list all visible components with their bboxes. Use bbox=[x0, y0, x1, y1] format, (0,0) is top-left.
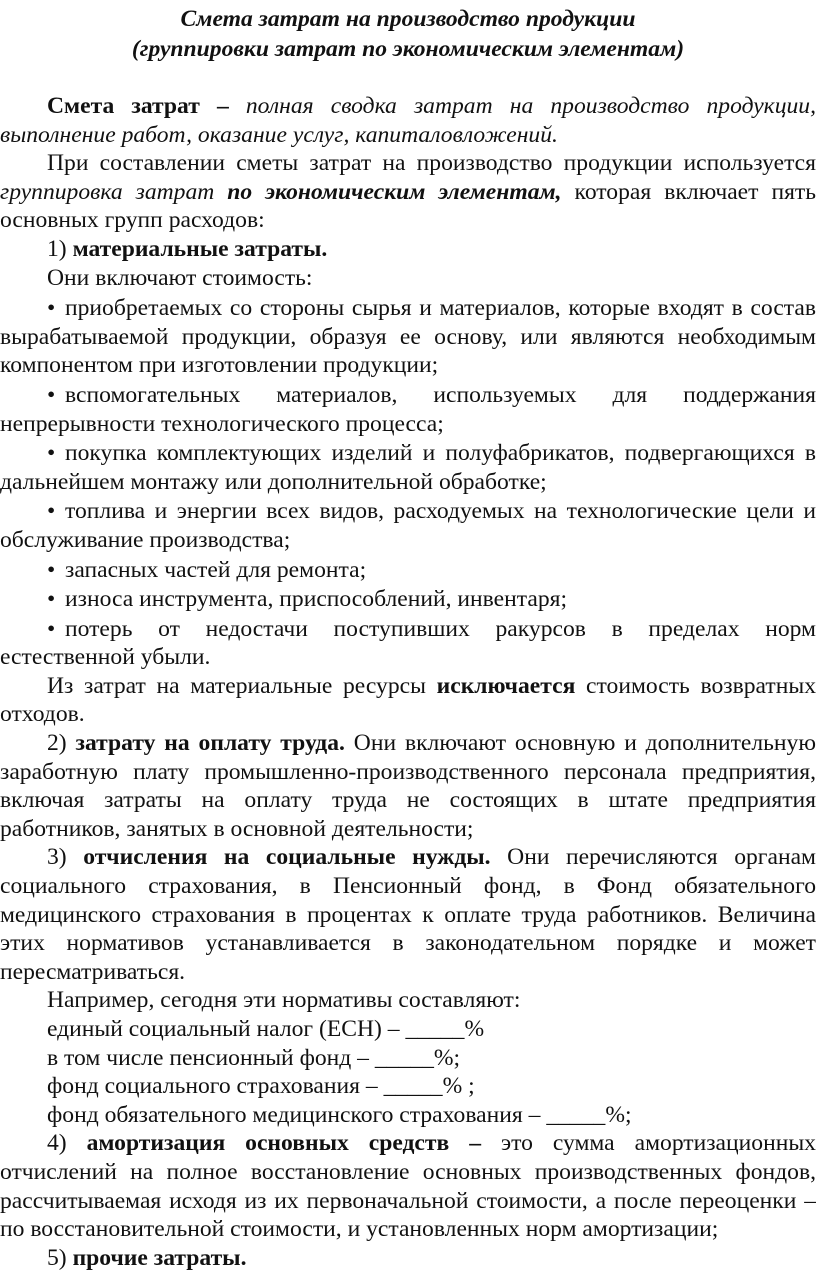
bullet-text: покупка комплектующих изделий и полуфабрикатов, подвергающихся в дальнейшем монтажу или дополнительной обработке; bbox=[0, 440, 816, 495]
section-4-text: это сумма амортизационных отчислений на полное восстановление основных производственных фондов, рассчитываемая исходя из их первоначальной стоимости, а после переоценки – по восстановительной стоимости, и установленных норм амортизации; bbox=[0, 1130, 816, 1243]
rate-line: в том числе пенсионный фонд – _____%; bbox=[47, 1044, 461, 1071]
bullet-icon: • bbox=[47, 295, 56, 322]
example-lead: Например, сегодня эти нормативы составляют: bbox=[47, 987, 521, 1014]
exclusion-part-1: Из затрат на материальные ресурсы bbox=[47, 672, 437, 699]
exclusion-part-2: стоимость возвратных отходов. bbox=[0, 672, 816, 728]
bullet-text: потерь от недостачи поступивших ракурсов в пределах норм естественной убыли. bbox=[0, 615, 816, 671]
bullet-item bbox=[0, 556, 816, 585]
bullet-text: износа инструмента, приспособлений, инвентаря; bbox=[65, 586, 568, 613]
bullet-item bbox=[0, 439, 816, 496]
section-1-title: материальные затраты. bbox=[72, 235, 328, 262]
section-3-text: Они перечисляются органам социального страхования, в Пенсионный фонд, в Фонд обязательного медицинского страхования в процентах к оплате труда работников. Величина этих нормативов устанавливается в законодательном порядке и может пересматриваться. bbox=[0, 844, 816, 985]
exclusion-paragraph bbox=[0, 672, 816, 729]
bullet-text: приобретаемых со стороны сырья и материалов, которые входят в состав вырабатываемой продукции, образуя ее основу, или являются необходимым компонентом при изготовлении продукции; bbox=[0, 295, 816, 379]
title-line-1: Смета затрат на производство продукции bbox=[180, 6, 636, 32]
section-2-title: затрату на оплату труда. bbox=[75, 730, 345, 757]
bullet-text: топлива и энергии всех видов, расходуемых на технологические цели и обслуживание производства; bbox=[0, 498, 816, 553]
bullet-item bbox=[0, 294, 816, 380]
section-1-number: 1) bbox=[47, 235, 73, 262]
section-5-title: прочие затраты. bbox=[72, 1244, 247, 1271]
document-page bbox=[0, 4, 816, 1272]
bullet-item bbox=[0, 381, 816, 438]
intro-bold-italic: по экономическим элементам, bbox=[214, 178, 562, 205]
bullet-icon: • bbox=[47, 615, 56, 642]
intro-part-1: При составлении сметы затрат на производство продукции используется bbox=[47, 150, 816, 177]
section-5-heading bbox=[0, 1244, 816, 1272]
section-4-title: амортизация основных средств – bbox=[86, 1130, 481, 1157]
bullet-icon: • bbox=[47, 586, 56, 613]
section-3-title: отчисления на социальные нужды. bbox=[83, 844, 491, 871]
rate-line: фонд обязательного медицинского страхования – _____%; bbox=[47, 1101, 632, 1128]
rate-line: единый социальный налог (ЕСН) – _____% bbox=[47, 1016, 485, 1042]
section-1-heading bbox=[0, 235, 816, 264]
section-3-number: 3) bbox=[47, 844, 84, 871]
bullet-icon: • bbox=[47, 556, 56, 583]
title-line-2: (группировки затрат по экономическим элементам) bbox=[131, 36, 685, 62]
rate-line: фонд социального страхования – _____% ; bbox=[47, 1073, 475, 1100]
bullet-item bbox=[0, 615, 816, 672]
section-2-text: Они включают основную и дополнительную заработную плату промышленно-производственного персонала предприятия, включая затраты на оплату труда не состоящих в штате предприятия работников, занятых в основной деятельности; bbox=[0, 730, 816, 842]
section-5-number: 5) bbox=[47, 1244, 73, 1271]
exclusion-bold: исключается bbox=[436, 672, 576, 699]
intro-italic: группировка затрат bbox=[0, 178, 215, 205]
bullet-icon: • bbox=[47, 381, 56, 408]
bullet-icon: • bbox=[47, 498, 56, 525]
section-2-number: 2) bbox=[47, 730, 76, 757]
bullet-text: запасных частей для ремонта; bbox=[65, 556, 367, 583]
section-4-paragraph bbox=[0, 1129, 816, 1243]
intro-part-2: которая включает пять основных групп расходов: bbox=[0, 178, 816, 234]
intro-paragraph bbox=[0, 149, 816, 235]
section-1-lead: Они включают стоимость: bbox=[47, 264, 313, 291]
bullet-item bbox=[0, 497, 816, 554]
bullet-icon: • bbox=[47, 440, 56, 467]
document-title bbox=[0, 4, 816, 64]
definition-text: полная сводка затрат на производство продукции, выполнение работ, оказание услуг, капиталовложений. bbox=[0, 93, 816, 148]
section-2-paragraph bbox=[0, 729, 816, 843]
definition-term: Смета затрат – bbox=[47, 93, 229, 119]
bullet-text: вспомогательных материалов, используемых для поддержания непрерывности технологического процесса; bbox=[0, 381, 816, 437]
definition-paragraph bbox=[0, 92, 816, 149]
section-3-paragraph bbox=[0, 843, 816, 986]
bullet-item bbox=[0, 585, 816, 614]
section-4-number: 4) bbox=[47, 1130, 87, 1157]
